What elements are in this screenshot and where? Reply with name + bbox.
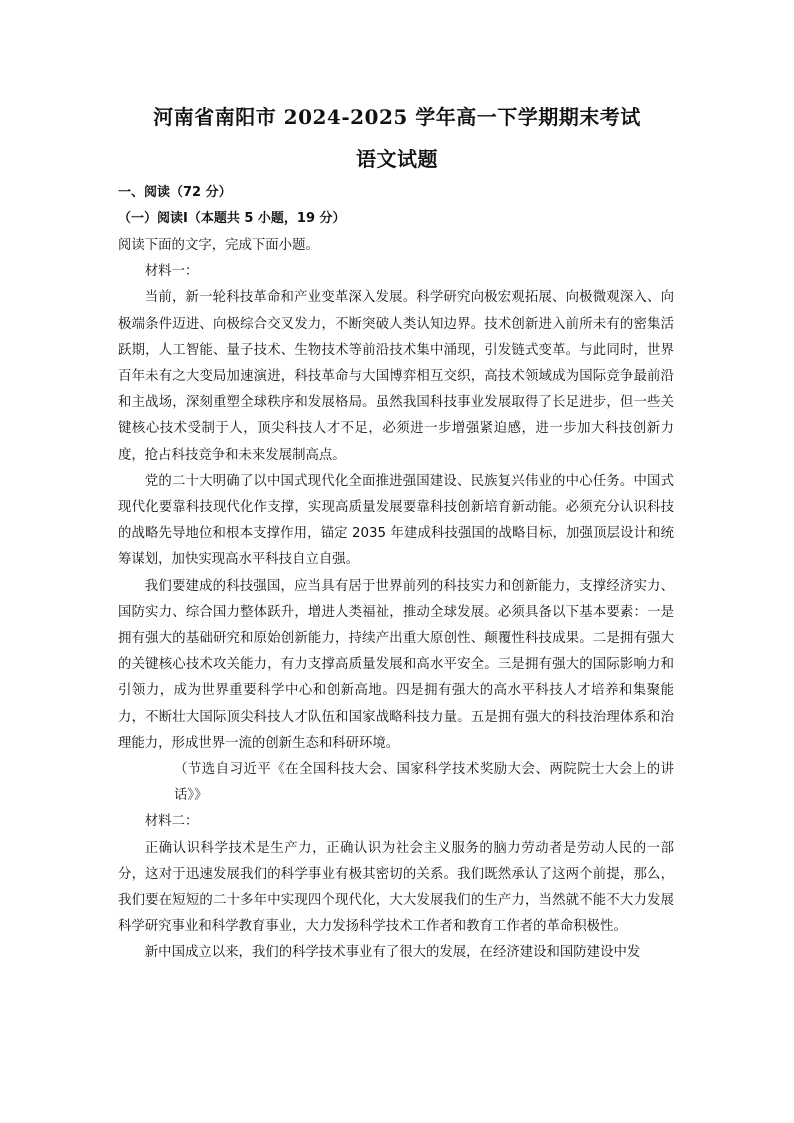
subsection-heading: （一）阅读Ⅰ（本题共 5 小题，19 分） [118, 211, 346, 226]
document-body [118, 233, 674, 967]
paragraph: 当前，新一轮科技革命和产业变革深入发展。科学研究向极宏观拓展、向极微观深入、向极端条件迈进、向极综合交叉发力，不断突破人类认知边界。技术创新进入前所未有的密集活跃期，人工智能、量子技术、生物技术等前沿技术集中涌现，引发链式变革。与此同时，世界百年未有之大变局加速演进，科技革命与大国博弈相互交织，高技术领域成为国际竞争最前沿和主战场，深刻重塑全球秩序和发展格局。虽然我国科技事业发展取得了长足进步，但一些关键核心技术受制于人，顶尖科技人才不足，必须进一步增强紧迫感，进一步加大科技创新力度，抢占科技竞争和未来发展制高点。 [118, 290, 674, 463]
doc-title: 河南省南阳市 2024-2025 学年高一下学期期末考试 [153, 105, 641, 129]
paragraph: 新中国成立以来，我们的科学技术事业有了很大的发展，在经济建设和国防建设中发 [144, 945, 641, 961]
doc-subtitle: 语文试题 [356, 147, 438, 171]
instruction-text: 阅读下面的文字，完成下面小题。 [118, 238, 319, 253]
source-citation: （节选自习近平《在全国科技大会、国家科学技术奖励大会、两院院士大会上的讲话》》 [174, 762, 674, 804]
material-label: 材料一： [144, 264, 199, 280]
section-heading: 一、阅读（72 分） [118, 185, 232, 200]
paragraph: 正确认识科学技术是生产力，正确认识为社会主义服务的脑力劳动者是劳动人民的一部分，这对于迅速发展我们的科学事业有极其密切的关系。我们既然承认了这两个前提，那么，我们要在短短的二十多年中实现四个现代化，大大发展我们的生产力，当然就不能不大力发展科学研究事业和科学教育事业，大力发扬科学技术工作者和教育工作者的革命积极性。 [118, 840, 674, 935]
paragraph: 党的二十大明确了以中国式现代化全面推进强国建设、民族复兴伟业的中心任务。中国式现代化要靠科技现代化作支撑，实现高质量发展要靠科技创新培育新动能。必须充分认识科技的战略先导地位和根本支撑作用，锚定 2035 年建成科技强国的战略目标，加强顶层设计和统筹谋划，加快实现高水平科技自立自强。 [118, 473, 674, 568]
material-label: 材料二： [144, 814, 199, 830]
source-citation-text: （节选自习近平《在全国科技大会、国家科学技术奖励大会、两院院士大会上的讲话》 [174, 762, 674, 804]
paragraph: 我们要建成的科技强国，应当具有居于世界前列的科技实力和创新能力，支撑经济实力、国防实力、综合国力整体跃升，增进人类福祉，推动全球发展。必须具备以下基本要素：一是拥有强大的基础研究和原始创新能力，持续产出重大原创性、颠覆性科技成果。二是拥有强大的关键核心技术攻关能力，有力支撑高质量发展和高水平安全。三是拥有强大的国际影响力和引领力，成为世界重要科学中心和创新高地。四是拥有强大的高水平科技人才培养和集聚能力，不断壮大国际顶尖科技人才队伍和国家战略科技力量。五是拥有强大的科技治理体系和治理能力，形成世界一流的创新生态和科研环境。 [118, 578, 674, 751]
